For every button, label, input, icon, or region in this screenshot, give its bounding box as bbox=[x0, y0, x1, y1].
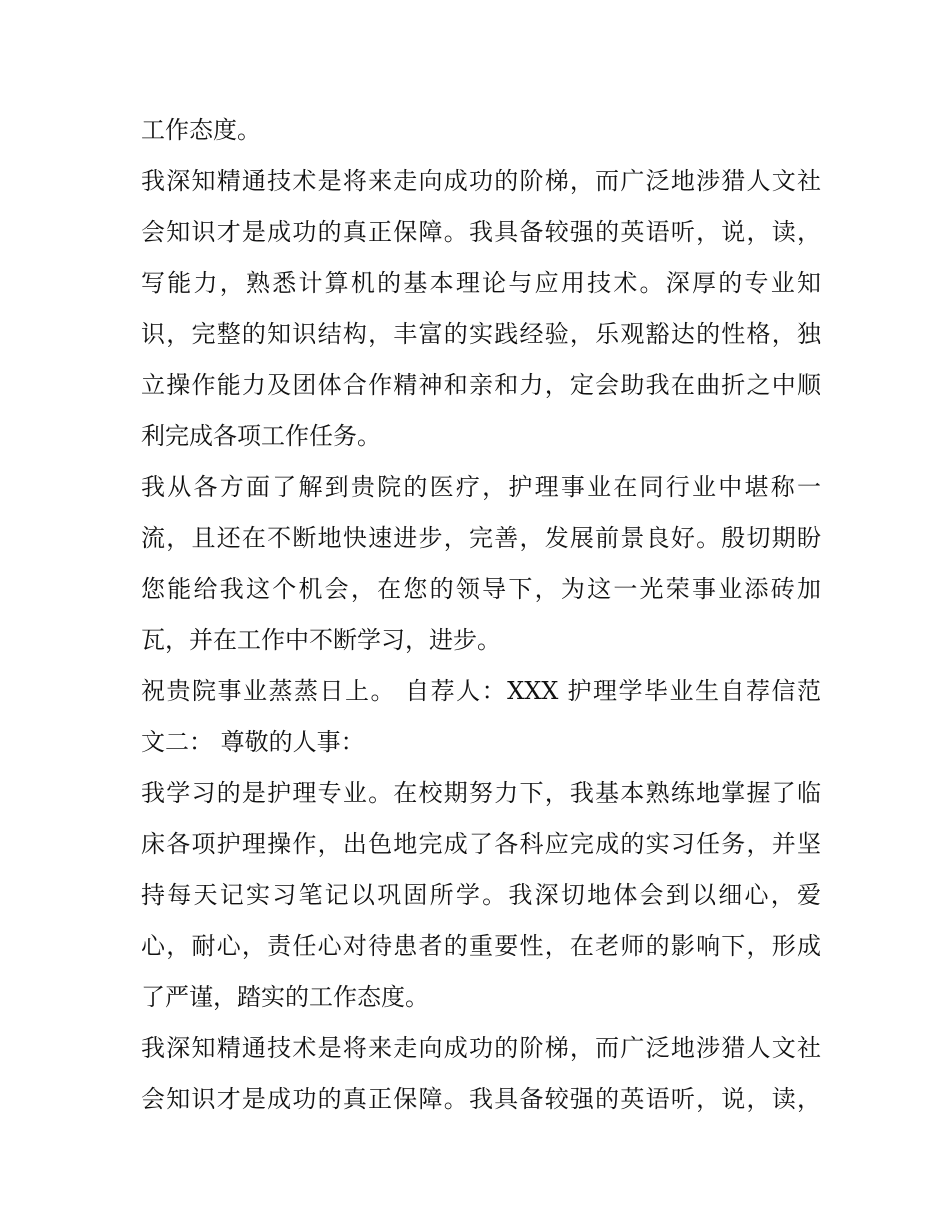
text-line: 您能给我这个机会，在您的领导下，为这一光荣事业添砖加 bbox=[141, 575, 821, 603]
text-line: 床各项护理操作，出色地完成了各科应完成的实习任务，并坚 bbox=[141, 830, 821, 858]
text-line: 我深知精通技术是将来走向成功的阶梯，而广泛地涉猎人文社 bbox=[141, 167, 821, 195]
text-line: 立操作能力及团体合作精神和亲和力，定会助我在曲折之中顺 bbox=[141, 371, 821, 399]
text-line: 利完成各项工作任务。 bbox=[141, 422, 381, 450]
text-line: 了严谨，踏实的工作态度。 bbox=[141, 983, 429, 1011]
text-line: 工作态度。 bbox=[141, 116, 261, 144]
text-line: 持每天记实习笔记以巩固所学。我深切地体会到以细心，爱 bbox=[141, 881, 821, 909]
text-line: 文二： 尊敬的人事： bbox=[141, 728, 365, 756]
text-line: 会知识才是成功的真正保障。我具备较强的英语听，说，读， bbox=[141, 218, 821, 246]
text-line: 写能力，熟悉计算机的基本理论与应用技术。深厚的专业知 bbox=[141, 269, 821, 297]
text-line: 流，且还在不断地快速进步，完善，发展前景良好。殷切期盼 bbox=[141, 524, 821, 552]
text-line: 祝贵院事业蒸蒸日上。 自荐人：XXX 护理学毕业生自荐信范 bbox=[141, 677, 821, 705]
text-line: 心，耐心，责任心对待患者的重要性，在老师的影响下，形成 bbox=[141, 932, 821, 960]
text-line: 我从各方面了解到贵院的医疗，护理事业在同行业中堪称一 bbox=[141, 473, 821, 501]
text-line: 我深知精通技术是将来走向成功的阶梯，而广泛地涉猎人文社 bbox=[141, 1034, 821, 1062]
text-line: 会知识才是成功的真正保障。我具备较强的英语听，说，读， bbox=[141, 1085, 821, 1113]
text-line: 识，完整的知识结构，丰富的实践经验，乐观豁达的性格，独 bbox=[141, 320, 821, 348]
body-text bbox=[141, 105, 821, 1125]
text-line: 我学习的是护理专业。在校期努力下，我基本熟练地掌握了临 bbox=[141, 779, 821, 807]
text-line: 瓦，并在工作中不断学习，进步。 bbox=[141, 626, 501, 654]
